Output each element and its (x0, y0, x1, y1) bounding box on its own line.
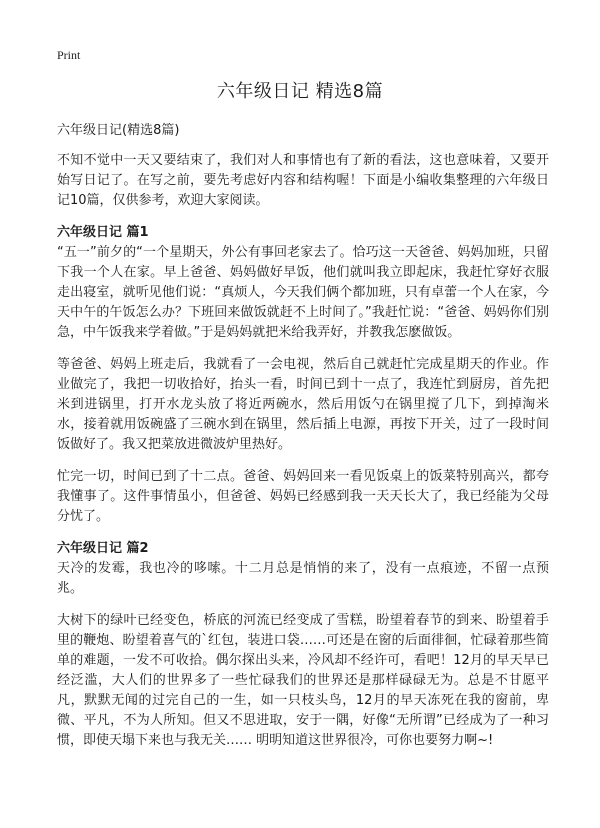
diary-section-2 (57, 539, 549, 751)
section-paragraph: 大树下的绿叶已经变色，桥底的河流已经变成了雪糕，盼望着春节的到来、盼望着手里的鞭炮、盼望着喜气的`红包，装进口袋……可还是在窗的后面徘徊，忙碌着那些简单的难题，一发不可收拾。偶尔探出头来，冷风却不经许可，看吧！12月的早天早已经泛滥，大人们的世界多了一些忙碌我们的世界还是那样碌碌无为。总是不甘愿平凡，默默无闻的过完自己的一生，如一只枝头鸟，12月的早天冻死在我的窗前，卑微、平凡，不为人所知。但又不思进取，安于一隅，好像“无所谓”已经成为了一种习惯，即使天塌下来也与我无关…… 明明知道这世界很冷，可你也要努力啊~! (57, 613, 549, 748)
document-subtitle: 六年级日记(精选8篇) (57, 123, 180, 138)
document-title: 六年级日记 精选8篇 (216, 81, 384, 102)
section-paragraph: 等爸爸、妈妈上班走后，我就看了一会电视，然后自己就赶忙完成星期天的作业。作业做完了，我把一切收拾好，抬头一看，时间已到十一点了，我连忙到厨房，首先把米到进锅里，打开水龙头放了将近两碗水，然后用饭勺在锅里搅了几下，到掉淘米水，接着就用饭碗盛了三碗水到在锅里，然后插上电源，再按下开关，过了一段时间饭做好了。我又把菜放进微波炉里热好。 (57, 357, 549, 452)
section-heading: 六年级日记 篇2 (57, 541, 149, 556)
section-paragraph: 忙完一切，时间已到了十二点。爸爸、妈妈回来一看见饭桌上的饭菜特别高兴，都夸我懂事了。这件事情虽小，但爸爸、妈妈已经感到我一天天长大了，我已经能为父母分忧了。 (57, 469, 549, 524)
diary-section-1 (57, 223, 549, 527)
section-paragraph: 天冷的发霉，我也冷的哆嗦。十二月总是悄悄的来了，没有一点痕迹，不留一点预兆。 (57, 561, 549, 596)
intro-paragraph: 不知不觉中一天又要结束了，我们对人和事情也有了新的看法，这也意味着，又要开始写日记了。在写之前，要先考虑好内容和结构喔！下面是小编收集整理的六年级日记10篇，仅供参考，欢迎大家阅读。 (57, 153, 549, 208)
print-link[interactable]: Print (57, 48, 81, 62)
section-paragraph: “五一”前夕的“一个星期天，外公有事回老家去了。恰巧这一天爸爸、妈妈加班，只留下我一个人在家。早上爸爸、妈妈做好早饭，他们就叫我立即起床，我赶忙穿好衣服走出寝室，就听见他们说：“真烦人，今天我们俩个都加班，只有卓蕾一个人在家，今天中午的午饭怎么办？下班回来做饭就赶不上时间了。”我赶忙说：“爸爸、妈妈你们别急，中午饭我来学着做。”于是妈妈就把米给我弄好，并教我怎麽做饭。 (57, 245, 549, 340)
section-heading: 六年级日记 篇1 (57, 225, 149, 240)
document-body (57, 121, 549, 763)
